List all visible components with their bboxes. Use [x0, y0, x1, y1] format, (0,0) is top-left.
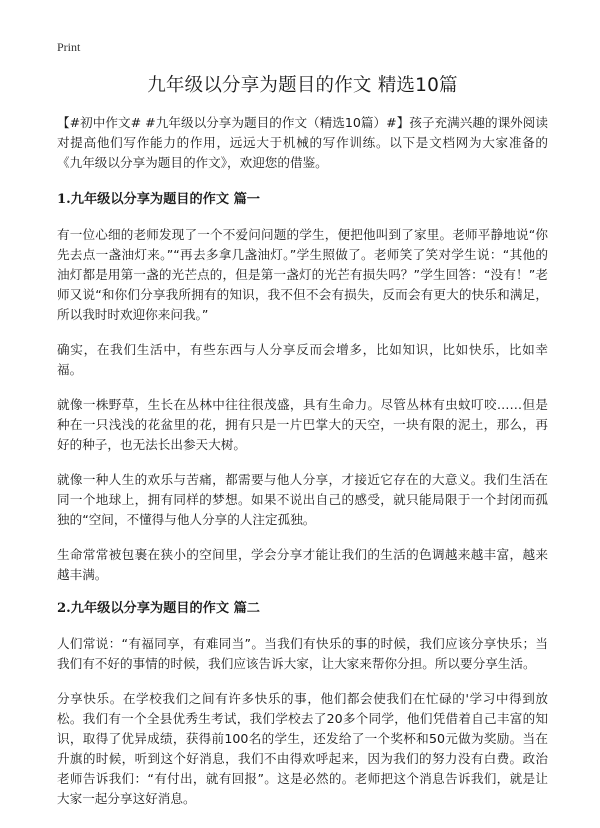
section-paragraph: 确实，在我们生活中，有些东西与人分享反而会增多，比如知识，比如快乐，比如幸福。	[57, 342, 548, 377]
print-label: Print	[57, 40, 81, 54]
section-paragraph: 就像一种人生的欢乐与苦痛，都需要与他人分享，才接近它存在的大意义。我们生活在同一个地球上，拥有同样的梦想。如果不说出自己的感受，就只能局限于一个封闭而孤独的“空间，不懂得与他人分享的人注定孤独。	[57, 472, 548, 527]
section-heading: 1.九年级以分享为题目的作文 篇一	[57, 192, 260, 207]
document-title: 九年级以分享为题目的作文 精选10篇	[147, 75, 458, 96]
intro-paragraph: 【#初中作文# #九年级以分享为题目的作文（精选10篇）#】孩子充满兴趣的课外阅读对提高他们写作能力的作用，远远大于机械的写作训练。以下是文档网为大家准备的《九年级以分享为题目的作文》，欢迎您的借鉴。	[57, 115, 548, 170]
section-paragraph: 就像一株野草，生长在丛林中往往很茂盛，具有生命力。尽管丛林有虫蚊叮咬……但是种在一只浅浅的花盆里的花，拥有只是一片巴掌大的天空，一块有限的泥土，那么，再好的种子，也无法长出参天大树。	[57, 397, 548, 452]
section-paragraph: 生命常常被包裹在狭小的空间里，学会分享才能让我们的生活的色调越来越丰富，越来越丰满。	[57, 547, 548, 582]
section-paragraph: 有一位心细的老师发现了一个不爱问问题的学生，便把他叫到了家里。老师平静地说“你先去点一盏油灯来。”“再去多拿几盏油灯。”学生照做了。老师笑了笑对学生说：“其他的油灯都是用第一盏的光芒点的，但是第一盏灯的光芒有损失吗？”学生回答：“没有！”老师又说“和你们分享我所拥有的知识，我不但不会有损失，反而会有更大的快乐和满足，所以我时时欢迎你来问我。”	[57, 227, 548, 322]
section-1	[57, 191, 548, 585]
section-paragraph: 人们常说：“有福同享，有难同当”。当我们有快乐的事的时候，我们应该分享快乐；当我们有不好的事情的时候，我们应该告诉大家，让大家来帮你分担。所以要分享生活。	[57, 636, 548, 671]
section-heading: 2.九年级以分享为题目的作文 篇二	[57, 601, 260, 616]
section-2	[57, 600, 548, 809]
section-paragraph: 分享快乐。在学校我们之间有许多快乐的事，他们都会使我们在忙碌的'学习中得到放松。我们有一个全县优秀生考试，我们学校去了20多个同学，他们凭借着自己丰富的知识，取得了优异成绩，获得前100名的学生，还发给了一个奖杯和50元做为奖励。当在升旗的时候，听到这个好消息，我们不由得欢呼起来，因为我们的努力没有白费。政治老师告诉我们：“有付出，就有回报”。这是必然的。老师把这个消息告诉我们，就是让大家一起分享这好消息。	[57, 691, 548, 806]
